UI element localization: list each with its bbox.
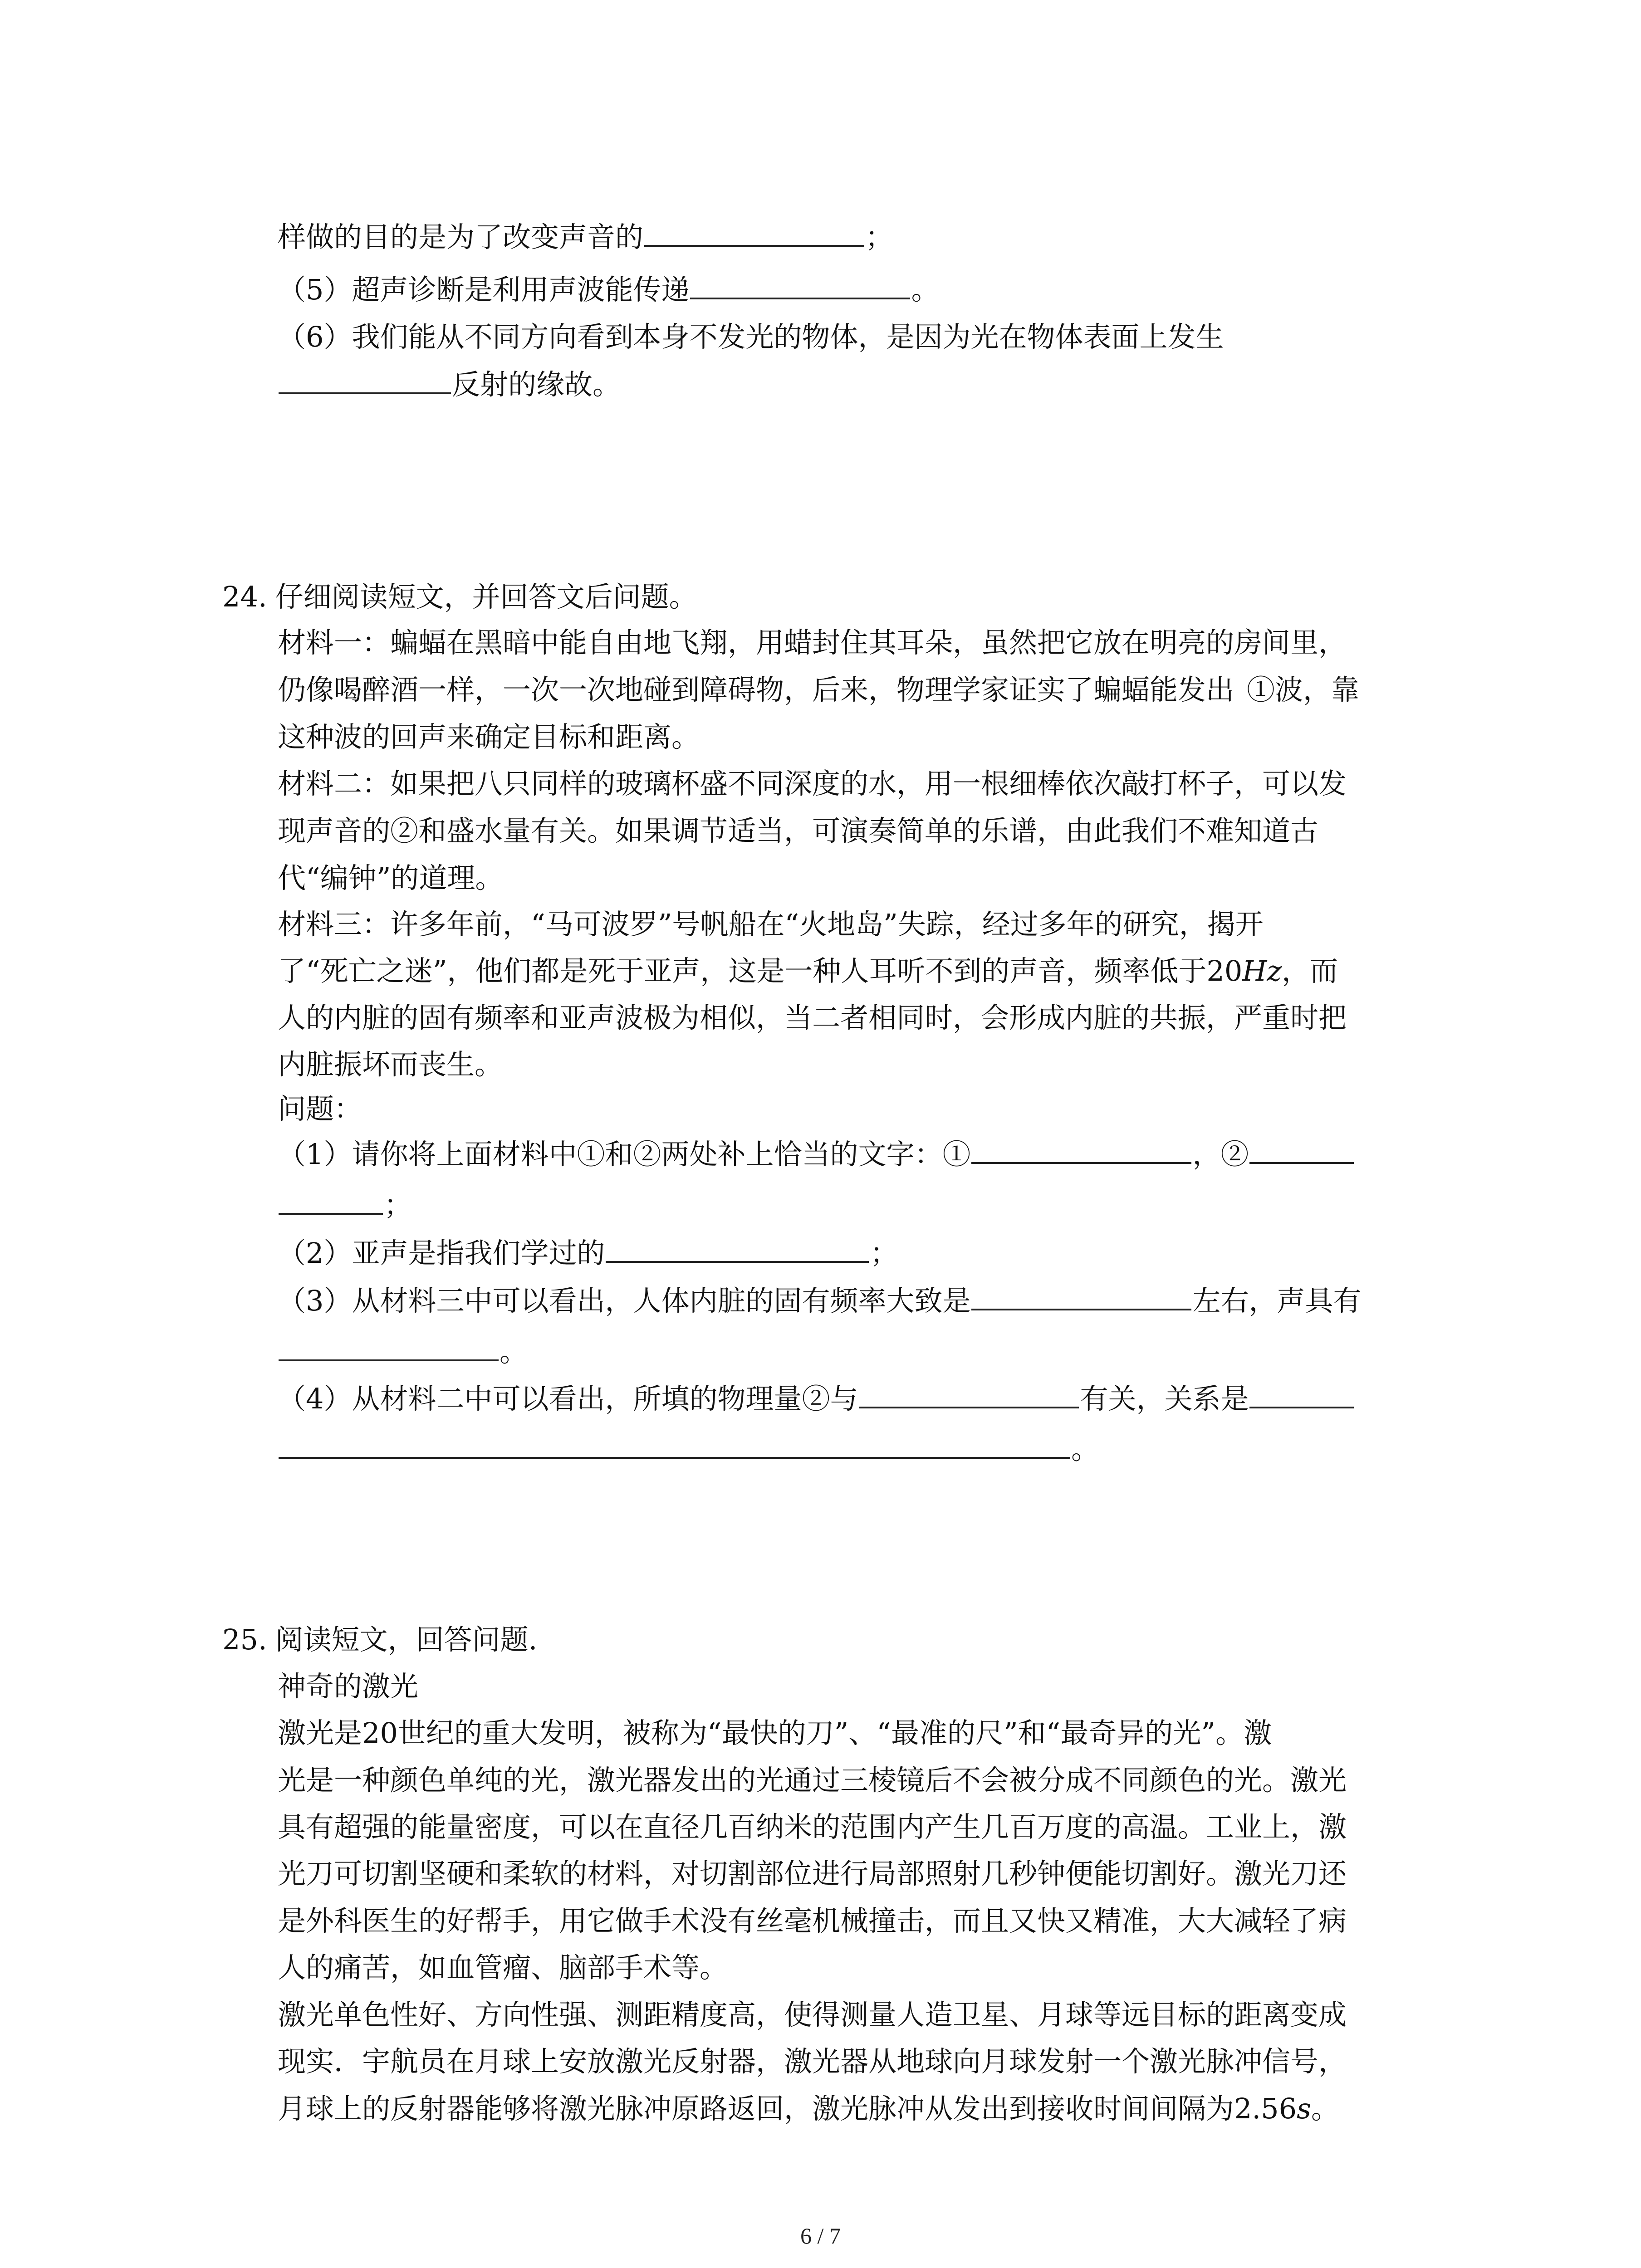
question-number: 24.	[222, 580, 267, 613]
q25-para2-line-2: 现实．宇航员在月球上安放激光反射器，激光器从地球向月球发射一个激光脉冲信号，	[278, 2045, 1347, 2078]
q23-text-2: （5）超声诊断是利用声波能传递	[278, 273, 690, 306]
q23-text-3: （6）我们能从不同方向看到本身不发光的物体，是因为光在物体表面上发生	[278, 320, 1224, 353]
answer-blank[interactable]	[644, 216, 864, 247]
q24-part-1-cont: ；	[278, 1183, 412, 1227]
answer-blank[interactable]	[859, 1378, 1079, 1408]
q24-m3-line-1: 材料三：许多年前，“马可波罗”号帆船在“火地岛”失踪，经过多年的研究，揭开	[278, 908, 1264, 941]
q25-para1-line-5: 是外科医生的好帮手，用它做手术没有丝毫机械撞击，而且又快又精准，大大减轻了病	[278, 1904, 1347, 1937]
q25-para1-line-1: 激光是20世纪的重大发明，被称为“最快的刀”、“最准的尺”和“最奇异的光”。激	[278, 1716, 1272, 1750]
answer-blank[interactable]	[1249, 1378, 1354, 1408]
q25-para2-line-1: 激光单色性好、方向性强、测距精度高，使得测量人造卫星、月球等远目标的距离变成	[278, 1998, 1347, 2031]
q23-line-4	[278, 363, 621, 406]
q24-part-4-cont: 。	[278, 1427, 1099, 1471]
q24-part-2: （2）亚声是指我们学过的 ；	[278, 1232, 898, 1275]
q24-m1-line-2: 仍像喝醉酒一样，一次一次地碰到障碍物，后来，物理学家证实了蝙蝠能发出 ①波，靠	[278, 673, 1360, 706]
q25-para1-line-2: 光是一种颜色单纯的光，激光器发出的光通过三棱镜后不会被分成不同颜色的光。激光	[278, 1764, 1347, 1797]
q24-part-3: （3）从材料三中可以看出，人体内脏的固有频率大致是 左右，声具有	[278, 1279, 1361, 1323]
q23-line-1: 样做的目的是为了改变声音的 ；	[278, 215, 893, 259]
q24-m2-line-1: 材料二：如果把八只同样的玻璃杯盛不同深度的水，用一根细棒依次敲打杯子，可以发	[278, 767, 1347, 800]
q24-question-label: 问题：	[278, 1092, 362, 1125]
answer-blank[interactable]	[971, 1280, 1191, 1310]
answer-blank[interactable]	[971, 1133, 1191, 1164]
question-title: 阅读短文，回答问题.	[275, 1623, 538, 1656]
q25-para1-line-4: 光刀可切割坚硬和柔软的材料，对切割部位进行局部照射几秒钟便能切割好。激光刀还	[278, 1857, 1347, 1890]
q23-line-3	[278, 315, 1224, 359]
q25-title-line	[222, 1618, 537, 1662]
question-number: 25.	[222, 1623, 267, 1656]
question-title: 仔细阅读短文，并回答文后问题。	[275, 580, 697, 613]
q24-part-3-cont: 。	[278, 1330, 528, 1374]
answer-blank[interactable]	[279, 363, 451, 394]
q24-part-4: （4）从材料二中可以看出，所填的物理量②与 有关，关系是	[278, 1377, 1355, 1421]
answer-blank[interactable]	[279, 1330, 499, 1361]
q24-m2-line-2: 现声音的②和盛水量有关。如果调节适当，可演奏简单的乐谱，由此我们不难知道古	[278, 814, 1319, 847]
q25-para1-line-6: 人的痛苦，如血管瘤、脑部手术等。	[278, 1951, 728, 1984]
q24-title-line	[222, 575, 697, 619]
answer-blank[interactable]	[1249, 1133, 1354, 1164]
q24-m1-line-1: 材料一：蝙蝠在黑暗中能自由地飞翔，用蜡封住其耳朵，虽然把它放在明亮的房间里，	[278, 626, 1347, 659]
q25-para2-line-3: 月球上的反射器能够将激光脉冲原路返回，激光脉冲从发出到接收时间间隔为2.56s。	[278, 2092, 1339, 2125]
answer-blank[interactable]	[279, 1184, 383, 1215]
q25-heading: 神奇的激光	[278, 1670, 419, 1703]
answer-blank[interactable]	[690, 269, 910, 299]
q25-para1-line-3: 具有超强的能量密度，可以在直径几百纳米的范围内产生几百万度的高温。工业上，激	[278, 1810, 1347, 1843]
q24-m1-line-3: 这种波的回声来确定目标和距离。	[278, 720, 700, 753]
answer-blank[interactable]	[279, 1428, 1070, 1459]
q24-m2-line-3: 代“编钟”的道理。	[278, 861, 504, 894]
answer-blank[interactable]	[606, 1232, 869, 1263]
q23-text-1: 样做的目的是为了改变声音的	[278, 220, 644, 254]
q24-m3-line-2: 了“死亡之迷”，他们都是死于亚声，这是一种人耳听不到的声音，频率低于20Hz，而	[278, 954, 1338, 987]
page-number: 6 / 7	[800, 2223, 841, 2248]
q24-m3-line-3: 人的内脏的固有频率和亚声波极为相似，当二者相同时，会形成内脏的共振，严重时把	[278, 1001, 1347, 1034]
q24-part-1: （1）请你将上面材料中①和②两处补上恰当的文字：① ，②	[278, 1133, 1355, 1176]
q23-text-4: 反射的缘故。	[452, 368, 621, 401]
q23-line-2: （5）超声诊断是利用声波能传递 。	[278, 268, 939, 312]
q24-m3-line-4: 内脏振坏而丧生。	[278, 1048, 503, 1081]
